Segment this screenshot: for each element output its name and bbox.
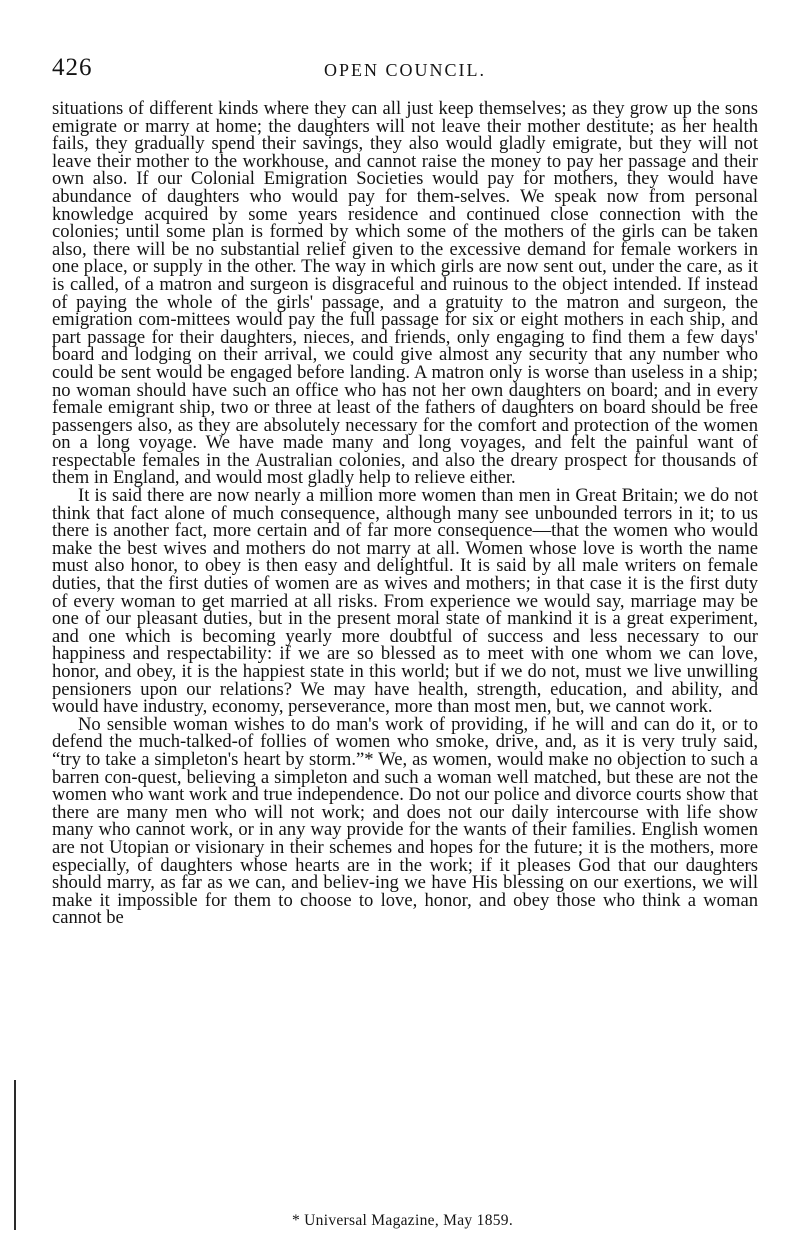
paragraph-3: No sensible woman wishes to do man's work of providing, if he will and can do it, or to defend the much-talked-of follies of women who smoke, drive, and, as it is very truly said, “try to take a simpleton's heart by storm.”* We, as women, would make no objection to such a barren con-quest, believing a simpleton and such a woman well matched, but these are not the women who want work and true independence. Do not our police and divorce courts show that there are many men who will not work; and does not our daily intercourse with life show many who cannot work, or in any way provide for the wants of their families. English women are not Utopian or visionary in their schemes and hopes for the future; it is the mothers, more especially, of daughters whose hearts are in the work; if it pleases God that our daughters should marry, as far as we can, and believ-ing we have His blessing on our exertions, we will make it impossible for them to choose to love, honor, and obey those who think a woman cannot be	[52, 713, 758, 929]
margin-rule	[14, 1080, 16, 1230]
paragraph-2: It is said there are now nearly a million more women than men in Great Britain; we do not think that fact alone of much consequence, although many see unbounded terrors in it; to us there is another fact, more certain and of far more consequence—that the women who would make the best wives and mothers do not marry at all. Women whose love is worth the name must also honor, to obey is then easy and delightful. It is said by all male writers on female duties, that the first duties of women are as wives and mothers; in that case it is the first duty of every woman to get married at all risks. From experience we would say, marriage may be one of our pleasant duties, but in the present moral state of mankind it is a great experiment, and one which is becoming yearly more doubtful of success and less necessary to our happiness and respectability: if we are so blessed as to meet with one whom we can love, honor, and obey, it is the happiest state in this world; but if we do not, must we live unwilling pensioners upon our relations? We may have health, strength, education, and ability, and would have industry, economy, perseverance, more than most men, but, we cannot work.	[52, 485, 758, 718]
body-text	[52, 100, 758, 927]
paragraph-1: situations of different kinds where they can all just keep themselves; as they grow up the sons emigrate or marry at home; the daughters will not leave their mother destitute; as her health fails, they gradually spend their savings, they also would gladly emigrate, but they will not leave their mother to the workhouse, and cannot raise the money to pay her passage and their own also. If our Colonial Emigration Societies would pay for mothers, they would have abundance of daughters who would pay for them-selves. We speak now from personal knowledge acquired by some years residence and continued close connection with the colonies; until some plan is formed by which some of the mothers of the girls can be taken also, there will be no substantial relief given to the excessive demand for female workers in one place, or supply in the other. The way in which girls are now sent out, under the care, as it is called, of a matron and surgeon is disgraceful and ruinous to the object intended. If instead of paying the whole of the girls' passage, and a gratuity to the matron and surgeon, the emigration com-mittees would pay the full passage for six or eight mothers in each ship, and part passage for their daughters, nieces, and friends, only engaging to find them a few days' board and lodging on their arrival, we could give almost any security that any number who could be sent would be engaged before landing. A matron only is worse than useless in a ship; no woman should have such an office who has not her own daughters on board; and in every female emigrant ship, two or three at least of the fathers of daughters on board should be free passengers also, as they are absolutely necessary for the comfort and protection of the women on a long voyage. We have made many and long voyages, and felt the painful want of respectable females in the Australian colonies, and also the dreary prospect for thousands of them in England, and would most gladly help to relieve either.	[52, 98, 758, 489]
page-number: 426	[52, 54, 93, 81]
footnote: * Universal Magazine, May 1859.	[291, 1212, 514, 1229]
running-head: OPEN COUNCIL.	[323, 60, 486, 80]
page-header	[52, 54, 758, 84]
